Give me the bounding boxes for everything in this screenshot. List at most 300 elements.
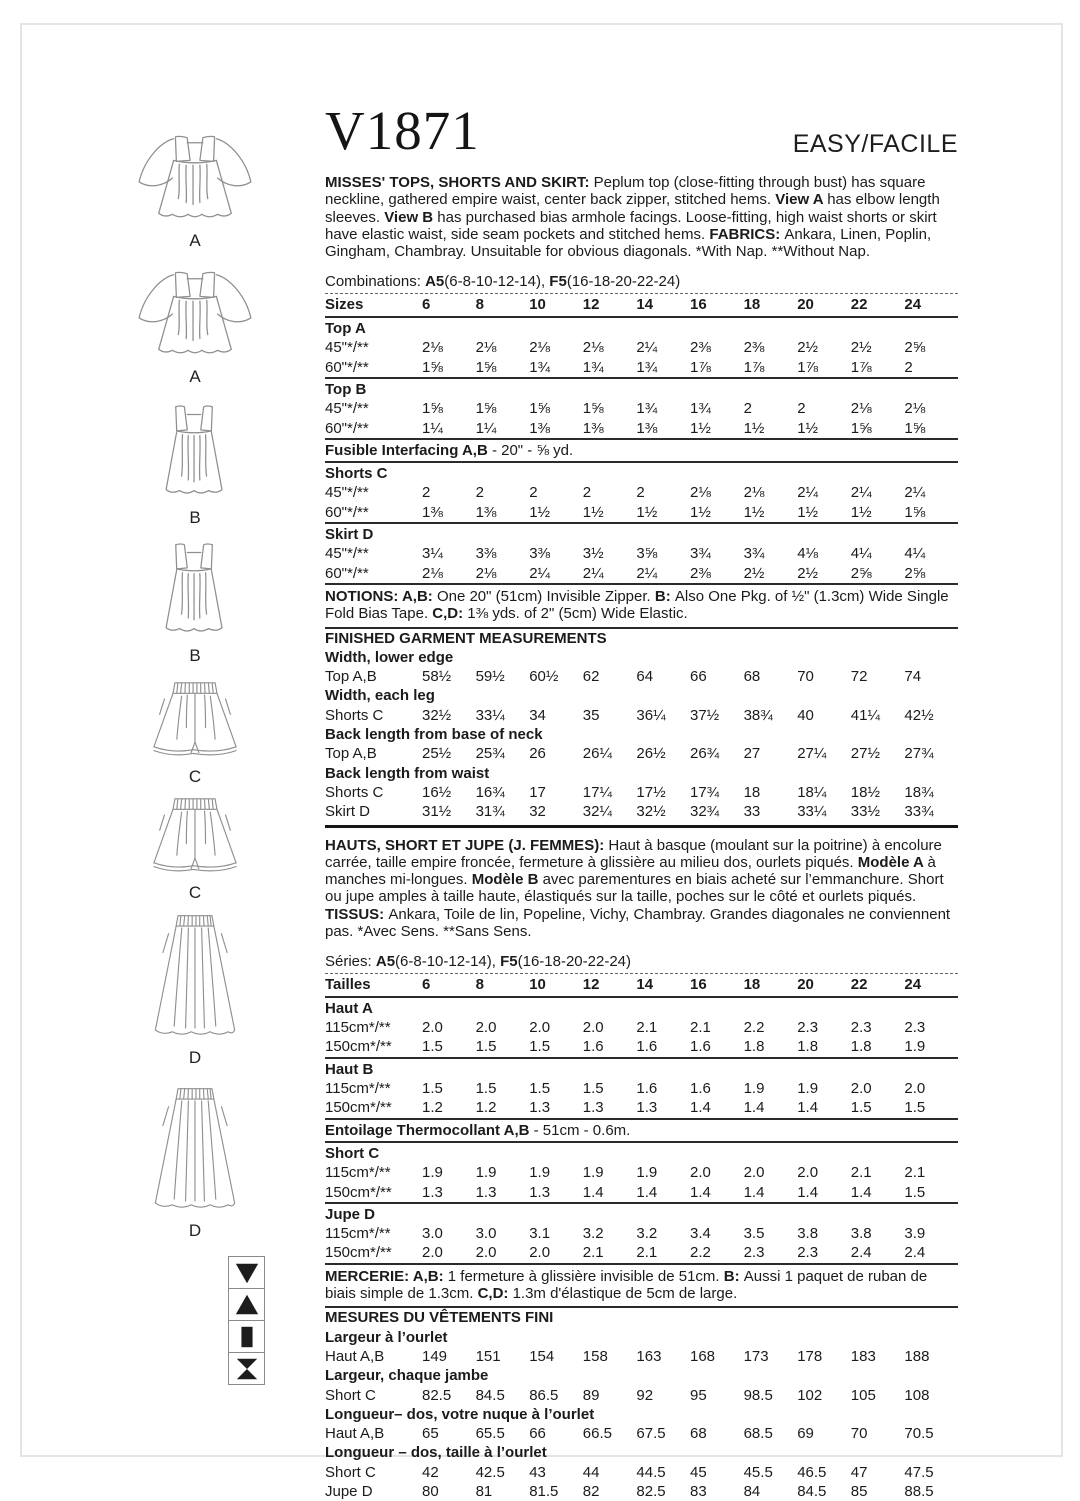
table-cell: 2⅝	[850, 564, 872, 582]
table-cell: 3¾	[743, 545, 765, 563]
table-cell: 1⅜	[582, 419, 604, 437]
table-cell: 65.5	[475, 1425, 505, 1443]
table-cell: 33½	[850, 803, 880, 821]
description-en	[325, 174, 958, 260]
table-cell: 3.9	[904, 1225, 926, 1243]
rich-text-bold: C,D:	[477, 1285, 513, 1303]
rich-text-bold: View B	[384, 208, 438, 226]
table-cell: 2.3	[797, 1019, 819, 1037]
rich-text: One 20" (51cm) Invisible Zipper.	[436, 587, 655, 605]
table-cell: 74	[904, 668, 922, 686]
rich-text-bold: Modèle B	[471, 871, 543, 889]
table-cell: 18¼	[797, 783, 827, 801]
table-cell: 68	[689, 1425, 707, 1443]
table-cell: 2⅜	[689, 339, 711, 357]
table-cell: 2¼	[797, 484, 819, 502]
table-cell: 17¼	[582, 783, 612, 801]
table-cell: 2½	[797, 564, 819, 582]
table-cell: 67.5	[636, 1425, 666, 1443]
table-cell: 18	[743, 783, 761, 801]
table-cell: 3.8	[797, 1225, 819, 1243]
table-cell: 18¾	[904, 783, 934, 801]
table-row-data	[325, 783, 958, 802]
table-cell: 27	[743, 745, 761, 763]
table-cell: 1.4	[582, 1183, 604, 1201]
table-cell: 6	[422, 295, 431, 313]
table-cell: 1⅜	[422, 503, 443, 521]
triangle-up-icon	[228, 1288, 265, 1320]
table-cell: 59½	[475, 668, 505, 686]
table-cell: 1.5	[529, 1080, 551, 1098]
table-row-data	[325, 802, 958, 821]
table-cell: 1.6	[636, 1080, 658, 1098]
table-cell: 22	[850, 975, 868, 993]
combinations-line	[325, 273, 958, 292]
table-cell: 2.3	[743, 1244, 765, 1262]
row-label: Short C	[325, 1463, 376, 1481]
table-cell: 2	[636, 484, 645, 502]
finished-garment-measurements-table	[325, 629, 958, 828]
table-row-data	[325, 1482, 958, 1501]
table-row-data	[325, 1098, 958, 1117]
table-cell: 17½	[636, 783, 666, 801]
table-cell: 3.8	[850, 1225, 872, 1243]
table-cell: 168	[689, 1347, 716, 1365]
rich-text-bold: A5	[375, 953, 396, 971]
table-cell: 2.0	[422, 1244, 443, 1262]
table-cell: 35	[582, 706, 600, 724]
table-cell: 70	[850, 1425, 868, 1443]
table-cell: 60½	[529, 668, 559, 686]
table-cell: 2.0	[850, 1080, 872, 1098]
table-row-subhead: Width, lower edge	[325, 648, 454, 666]
table-cell: 12	[582, 975, 600, 993]
table-cell: 2⅛	[475, 339, 497, 357]
table-cell: 20	[797, 975, 814, 993]
table-cell: 24	[904, 295, 922, 313]
table-cell: 89	[582, 1386, 600, 1404]
table-cell: 1⅝	[904, 419, 926, 437]
rich-text: Ankara, Toile de lin, Popeline, Vichy, Chambray. Grandes diagonales ne conviennent pas. *Avec Sens. **Sans Sens.	[325, 905, 951, 940]
table-cell: 2	[529, 484, 538, 502]
table-cell: 32¾	[689, 803, 720, 821]
table-row-data	[325, 1224, 958, 1243]
table-cell: 1.4	[743, 1099, 765, 1117]
table-cell: 2¼	[582, 564, 604, 582]
table-cell: 1.9	[904, 1038, 926, 1056]
table-row-header	[325, 294, 958, 318]
table-row-data	[325, 1386, 958, 1405]
table-cell: 46.5	[797, 1463, 827, 1481]
table-cell: 2.1	[850, 1164, 872, 1182]
top-a-back-line-art-icon	[129, 264, 261, 364]
table-cell: 64	[636, 668, 654, 686]
table-row-data	[325, 1018, 958, 1037]
table-cell: 2⅛	[475, 564, 497, 582]
table-cell: 1.4	[797, 1183, 819, 1201]
table-cell: 2⅛	[743, 484, 765, 502]
table-row-data	[325, 483, 958, 502]
table-cell: 8	[475, 295, 484, 313]
table-cell: 72	[850, 668, 868, 686]
table-row-section: Top B	[325, 377, 958, 399]
table-cell: 2.0	[475, 1019, 497, 1037]
table-cell: 1.8	[850, 1038, 872, 1056]
figure-label: C	[188, 767, 202, 786]
row-label: 60"*/**	[325, 564, 369, 582]
table-cell: 18	[743, 975, 761, 993]
table-cell: 2.1	[689, 1019, 711, 1037]
table-cell: 1.6	[689, 1080, 711, 1098]
mesures-table	[325, 1308, 958, 1501]
rich-text: (6-8-10-12-14),	[395, 953, 501, 971]
table-row-subhead: Longueur – dos, taille à l’ourlet	[325, 1444, 547, 1462]
table-cell: 108	[904, 1386, 930, 1404]
table-cell: 3.2	[582, 1225, 604, 1243]
notions-text	[325, 585, 958, 629]
rich-text-bold: FABRICS:	[709, 225, 785, 243]
skirt-front-line-art-icon	[143, 911, 247, 1045]
row-label: 45"*/**	[325, 545, 369, 563]
row-label: 150cm*/**	[325, 1183, 392, 1201]
table-cell: 1.5	[475, 1080, 497, 1098]
table-cell: 2⅝	[904, 339, 926, 357]
table-cell: 38¾	[743, 706, 773, 724]
table-cell: 1½	[529, 503, 551, 521]
table-cell: 2.0	[529, 1019, 551, 1037]
figure-label: A	[189, 367, 201, 386]
table-cell: 1.8	[797, 1038, 819, 1056]
table-cell: 82.5	[422, 1386, 452, 1404]
table-cell: 158	[582, 1347, 608, 1365]
rich-text-bold: B:	[723, 1267, 744, 1285]
table-cell: 2.1	[904, 1164, 926, 1182]
table-cell: 84.5	[797, 1483, 827, 1500]
table-cell: 31½	[422, 803, 452, 821]
table-cell: 2¼	[529, 564, 551, 582]
table-row-subhead: Largeur à l’ourlet	[325, 1328, 448, 1346]
table-cell: 33	[743, 803, 761, 821]
yardage-table-en	[325, 293, 958, 585]
table-cell: 70	[797, 668, 814, 686]
table-cell: 1¾	[582, 358, 604, 376]
table-cell: 1½	[689, 503, 711, 521]
table-cell: 2.4	[850, 1244, 872, 1262]
table-cell: 2⅜	[743, 339, 765, 357]
table-cell: 2.0	[797, 1164, 819, 1182]
table-cell: 1.4	[689, 1183, 711, 1201]
table-cell: 3⅝	[636, 545, 658, 563]
table-cell: 1.6	[689, 1038, 711, 1056]
table-cell: 81.5	[529, 1483, 559, 1500]
rich-text-bold: MISSES' TOPS, SHORTS AND SKIRT:	[325, 174, 594, 191]
table-cell: 1½	[797, 419, 819, 437]
table-cell: 1.5	[422, 1080, 443, 1098]
table-cell: 32½	[422, 706, 452, 724]
table-cell: 80	[422, 1483, 439, 1500]
table-cell: 45	[689, 1463, 707, 1481]
table-cell: 1.9	[422, 1164, 443, 1182]
table-cell: 37½	[689, 706, 720, 724]
table-cell: 2⅛	[850, 400, 872, 418]
row-label: Jupe D	[325, 1483, 373, 1500]
table-cell: 10	[529, 975, 546, 993]
table-cell: 1¾	[636, 400, 658, 418]
table-cell: 1⅞	[850, 358, 872, 376]
table-cell: 2	[797, 400, 806, 418]
table-cell: 102	[797, 1386, 823, 1404]
rich-text: 1.3m d'élastique de 5cm de large.	[512, 1285, 738, 1303]
table-cell: 1.9	[582, 1164, 604, 1182]
table-cell: 24	[904, 975, 922, 993]
table-cell: 2	[475, 484, 484, 502]
table-cell: 1.8	[743, 1038, 765, 1056]
rich-text: Also One Pkg. of ½" (1.3cm) Wide Single Fold Bias Tape.	[325, 587, 949, 623]
table-cell: 154	[529, 1347, 555, 1365]
table-cell: 1⅜	[636, 419, 658, 437]
table-cell: 2	[422, 484, 431, 502]
table-cell: 68	[743, 668, 761, 686]
table-cell: 32½	[636, 803, 666, 821]
table-cell: 82	[582, 1483, 600, 1500]
rich-text-bold: Entoilage Thermocollant A,B	[325, 1121, 530, 1139]
table-cell: 149	[422, 1347, 448, 1365]
row-label: 60"*/**	[325, 358, 369, 376]
table-row-title: MESURES DU VÊTEMENTS FINI	[325, 1309, 554, 1327]
table-cell: 2.0	[422, 1019, 443, 1037]
table-cell: 18	[743, 295, 761, 313]
row-label: Short C	[325, 1386, 376, 1404]
row-label: 45"*/**	[325, 339, 369, 357]
rich-text: Ankara, Linen, Poplin, Gingham, Chambray. Unsuitable for obvious diagonals. *With Nap. **Without Nap.	[325, 225, 932, 261]
table-cell: 2½	[850, 339, 872, 357]
table-cell: 34	[529, 706, 546, 724]
table-cell: 25¾	[475, 745, 505, 763]
table-cell: 14	[636, 975, 654, 993]
table-row-subhead: Width, each leg	[325, 687, 435, 705]
table-cell: 2.1	[582, 1244, 604, 1262]
table-cell: 183	[850, 1347, 876, 1365]
table-cell: 4¼	[904, 545, 926, 563]
garment-drawing-shorts-back	[80, 794, 310, 901]
figure-label: D	[188, 1221, 202, 1240]
table-row-section: Jupe D	[325, 1202, 958, 1224]
table-cell: 1⅝	[422, 400, 443, 418]
table-cell: 22	[850, 295, 868, 313]
table-cell: 86.5	[529, 1386, 559, 1404]
table-cell: 42½	[904, 706, 934, 724]
table-cell: 1⅝	[904, 503, 926, 521]
rich-text-bold: F5	[500, 953, 518, 971]
table-cell: 1½	[636, 503, 658, 521]
table-row-data	[325, 1463, 958, 1482]
table-cell: 2.0	[689, 1164, 711, 1182]
table-cell: 33¼	[475, 706, 505, 724]
table-cell: 66	[689, 668, 707, 686]
table-cell: 2.0	[904, 1080, 926, 1098]
table-cell: 25½	[422, 745, 452, 763]
table-cell: 2.0	[475, 1244, 497, 1262]
rich-text: - 51cm - 0.6m.	[529, 1121, 631, 1139]
table-row-section: Top A	[325, 320, 366, 338]
rich-text-bold: C,D:	[432, 605, 468, 623]
table-cell: 47.5	[904, 1463, 934, 1481]
table-cell: 1.3	[582, 1099, 604, 1117]
rich-text: has elbow length sleeves.	[325, 191, 940, 226]
table-cell: 3½	[582, 545, 604, 563]
garment-drawing-skirt-front	[80, 911, 310, 1066]
table-cell: 82.5	[636, 1483, 666, 1500]
table-cell: 2⅜	[689, 564, 711, 582]
table-cell: 1.4	[850, 1183, 872, 1201]
table-cell: 1½	[850, 503, 872, 521]
table-cell: 1½	[743, 419, 765, 437]
row-label: 60"*/**	[325, 503, 369, 521]
table-row-data	[325, 358, 958, 377]
table-cell: 44.5	[636, 1463, 666, 1481]
table-row-subhead: Back length from waist	[325, 764, 490, 782]
table-cell: 3.4	[689, 1225, 711, 1243]
table-cell: 1.4	[743, 1183, 765, 1201]
table-cell: 26	[529, 745, 546, 763]
mercerie-text	[325, 1265, 958, 1309]
table-cell: 2.4	[904, 1244, 926, 1262]
row-label: 45"*/**	[325, 400, 369, 418]
table-cell: 1.9	[797, 1080, 819, 1098]
table-cell: 84.5	[475, 1386, 505, 1404]
row-label: 115cm*/**	[325, 1019, 391, 1037]
table-cell: 3.0	[422, 1225, 443, 1243]
table-row-note	[325, 438, 958, 461]
row-label: 45"*/**	[325, 484, 369, 502]
table-cell: 3¾	[689, 545, 711, 563]
table-cell: 163	[636, 1347, 662, 1365]
table-cell: 83	[689, 1483, 707, 1500]
table-cell: 2.1	[636, 1019, 658, 1037]
difficulty-label: EASY/FACILE	[792, 130, 958, 158]
table-cell: 1.9	[636, 1164, 658, 1182]
rectangle-icon	[228, 1320, 265, 1352]
table-row-section: Haut A	[325, 999, 373, 1017]
table-cell: 26¼	[582, 745, 612, 763]
table-cell: 1.3	[529, 1183, 551, 1201]
table-cell: 178	[797, 1347, 823, 1365]
table-cell: 3.0	[475, 1225, 497, 1243]
table-cell: 92	[636, 1386, 654, 1404]
rich-text-bold: MERCERIE: A,B:	[325, 1267, 448, 1285]
table-row-data	[325, 1183, 958, 1202]
figure-label: B	[189, 508, 201, 527]
table-cell: 1.5	[582, 1080, 604, 1098]
pattern-code: V1871	[325, 100, 480, 161]
figure-label: D	[188, 1048, 202, 1067]
table-cell: 2⅛	[904, 400, 926, 418]
table-cell: 16½	[422, 783, 452, 801]
table-cell: 95	[689, 1386, 707, 1404]
garment-drawing-skirt-back	[80, 1084, 310, 1239]
table-cell: 3⅜	[529, 545, 551, 563]
table-cell: 1⅝	[529, 400, 551, 418]
series-line	[325, 953, 958, 972]
table-cell: 2⅛	[422, 339, 443, 357]
table-cell: 58½	[422, 668, 452, 686]
table-cell: 1½	[743, 503, 765, 521]
table-cell: 1⅜	[475, 503, 497, 521]
pattern-info-column	[325, 98, 958, 1501]
figure-label: C	[188, 883, 202, 902]
table-cell: 2⅛	[689, 484, 711, 502]
table-row-data	[325, 338, 958, 357]
table-row-title: FINISHED GARMENT MEASUREMENTS	[325, 629, 607, 647]
table-cell: 1.3	[636, 1099, 658, 1117]
table-cell: 1.9	[743, 1080, 765, 1098]
table-row-section: Shorts C	[325, 461, 958, 483]
table-cell: 17	[529, 783, 546, 801]
table-cell: 31¾	[475, 803, 505, 821]
table-cell: 1½	[582, 503, 604, 521]
table-cell: 1.4	[797, 1099, 819, 1117]
table-cell: 1.5	[904, 1183, 926, 1201]
table-cell: 26¾	[689, 745, 720, 763]
table-cell: 105	[850, 1386, 876, 1404]
table-cell: 45.5	[743, 1463, 773, 1481]
table-cell: 188	[904, 1347, 930, 1365]
table-cell: 1.5	[529, 1038, 551, 1056]
table-cell: 17¾	[689, 783, 720, 801]
table-row-subhead: Back length from base of neck	[325, 726, 543, 744]
table-row-note	[325, 1118, 958, 1141]
table-cell: 2.3	[850, 1019, 872, 1037]
yardage-table-fr	[325, 973, 958, 1265]
table-cell: 2.2	[743, 1019, 765, 1037]
table-row-section: Short C	[325, 1141, 958, 1163]
table-row-subhead: Longueur– dos, votre nuque à l’ourlet	[325, 1405, 595, 1423]
table-cell: 33¾	[904, 803, 934, 821]
rich-text-bold: HAUTS, SHORT ET JUPE (J. FEMMES):	[325, 836, 609, 854]
row-label: 115cm*/**	[325, 1225, 391, 1243]
shorts-back-line-art-icon	[143, 794, 247, 880]
table-cell: 1½	[689, 419, 711, 437]
table-cell: 41¼	[850, 706, 880, 724]
rich-text: 1⅜ yds. of 2" (5cm) Wide Elastic.	[467, 605, 688, 623]
table-cell: 33¼	[797, 803, 827, 821]
description-fr	[325, 837, 958, 941]
rich-text-bold: Modèle A	[857, 853, 928, 871]
table-cell: 98.5	[743, 1386, 773, 1404]
table-cell: 47	[850, 1463, 868, 1481]
table-cell: 1¼	[422, 419, 443, 437]
table-cell: 2⅝	[904, 564, 926, 582]
table-cell: 32	[529, 803, 546, 821]
rich-text: (6-8-10-12-14),	[444, 273, 550, 291]
row-label: Haut A,B	[325, 1425, 385, 1443]
table-cell: 66	[529, 1425, 546, 1443]
table-cell: 1.9	[529, 1164, 551, 1182]
table-row-data	[325, 1163, 958, 1182]
row-label: 60"*/**	[325, 419, 369, 437]
table-cell: 1.5	[475, 1038, 497, 1056]
table-cell: 2	[904, 358, 913, 376]
table-cell: 65	[422, 1425, 439, 1443]
row-label: 115cm*/**	[325, 1164, 391, 1182]
row-label: Shorts C	[325, 783, 384, 801]
row-label: Sizes	[325, 295, 364, 313]
garment-drawing-shorts-front	[80, 678, 310, 785]
table-row-data	[325, 1424, 958, 1443]
table-cell: 1.5	[850, 1099, 872, 1117]
rich-text-bold: TISSUS:	[325, 905, 389, 923]
rich-text: Aussi 1 paquet de ruban de biais simple de 1.3cm.	[325, 1267, 928, 1303]
